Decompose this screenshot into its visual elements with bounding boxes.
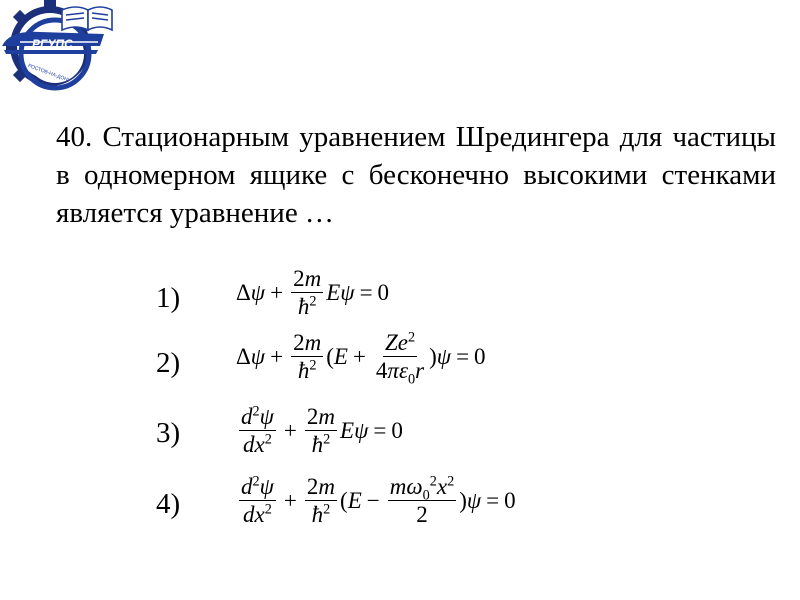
- book-icon: [62, 7, 112, 30]
- option-3-number: 3): [156, 417, 181, 449]
- logo-text: РГУПС: [32, 37, 73, 51]
- option-4-number: 4): [156, 488, 181, 520]
- option-2-formula: Δ ψ + $\frac{2m}{ħ^2}$ ( E + $\frac{Ze^2}{4\pi\varepsilon_0r}$ ) ψ = 0: [236, 329, 486, 388]
- logo-subtext: РОСТОВ-НА-ДОНУ: [27, 63, 72, 85]
- rgups-logo: [0, 0, 116, 92]
- option-3-formula: $\frac{d^2\psi}{dx^2}$ + $\frac{2m}{ħ^2}$ E ψ = 0: [241, 403, 403, 458]
- option-1-number: 1): [156, 282, 181, 314]
- option-1-formula: Δ ψ + $\frac{2m}{ħ^2}$ E ψ = 0: [236, 266, 390, 320]
- option-2-number: 2): [156, 347, 181, 379]
- question-text: 40. Стационарным уравнением Шредингера для частицы в одномерном ящике с бесконечно высокими стенками является уравнение …: [56, 121, 776, 229]
- option-4-formula: $\frac{d^2\psi}{dx^2}$ + $\frac{2m}{ħ^2}$ ( E − $\frac{m\omega_0^2x^2}{2}$ ) ψ = 0: [241, 473, 516, 528]
